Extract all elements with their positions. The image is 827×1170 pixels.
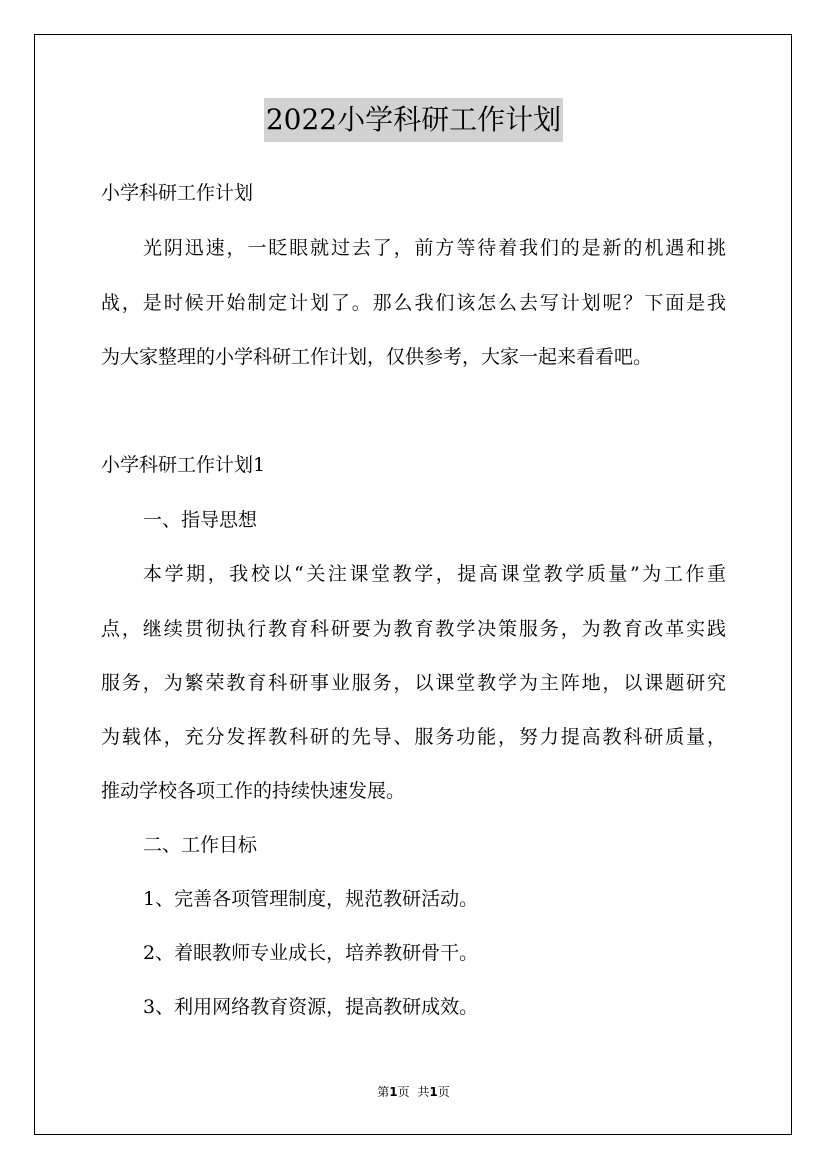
footer-total-suffix: 页 xyxy=(437,1085,450,1099)
footer-page-suffix: 页 xyxy=(397,1085,410,1099)
goal-item-3: 3、利用网络教育资源，提高教研成效。 xyxy=(143,996,479,1018)
footer-page-number: 1 xyxy=(389,1085,398,1099)
section-one-line-4: 为载体，充分发挥教科研的先导、服务功能，努力提高教科研质量， xyxy=(101,726,726,748)
section-one-line-1: 本学期，我校以“关注课堂教学，提高课堂教学质量”为工作重 xyxy=(143,563,726,585)
intro-line-1: 光阴迅速，一眨眼就过去了，前方等待着我们的是新的机遇和挑 xyxy=(143,237,726,259)
intro-line-3: 为大家整理的小学科研工作计划，仅供参考，大家一起来看看吧。 xyxy=(101,346,653,368)
intro-line-2: 战，是时候开始制定计划了。那么我们该怎么去写计划呢？下面是我 xyxy=(101,292,726,314)
footer-page-prefix: 第 xyxy=(377,1085,390,1099)
document-title: 2022小学科研工作计划 xyxy=(264,98,563,142)
section-one-heading: 一、指导思想 xyxy=(143,509,258,531)
plan-heading: 小学科研工作计划1 xyxy=(101,454,266,476)
page-footer xyxy=(0,1083,827,1101)
section-one-line-5: 推动学校各项工作的持续快速发展。 xyxy=(101,780,406,802)
goal-item-2: 2、着眼教师专业成长，培养教研骨干。 xyxy=(143,942,479,964)
footer-total-prefix: 共 xyxy=(417,1085,430,1099)
section-two-heading: 二、工作目标 xyxy=(143,834,258,856)
section-one-line-3: 服务，为繁荣教育科研事业服务，以课堂教学为主阵地，以课题研究 xyxy=(101,672,726,694)
section-one-line-2: 点，继续贯彻执行教育科研要为教育教学决策服务，为教育改革实践 xyxy=(101,618,726,640)
footer-total-number: 1 xyxy=(429,1085,438,1099)
document-subtitle: 小学科研工作计划 xyxy=(101,182,254,204)
goal-item-1: 1、完善各项管理制度，规范教研活动。 xyxy=(143,888,479,910)
title-container xyxy=(0,98,827,142)
